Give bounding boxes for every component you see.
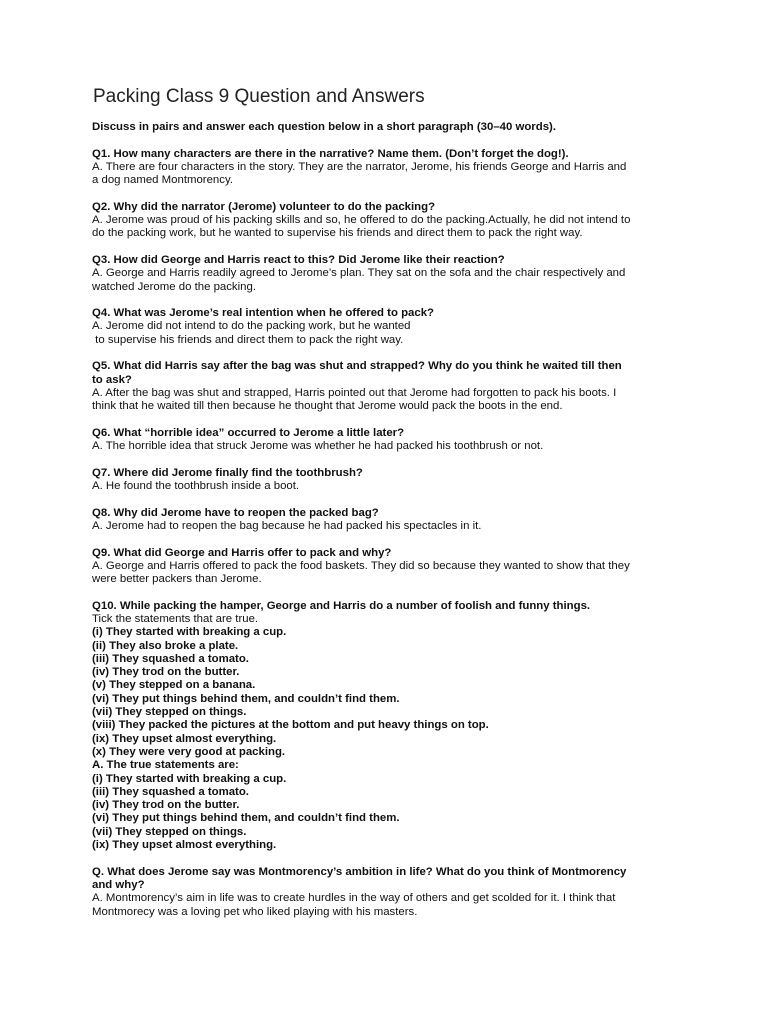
question-text [92,148,682,161]
statement-item: (ii) They also broke a plate. [92,639,239,652]
question-text: Q10. While packing the hamper, George and Harris do a number of foolish and funny things. [92,599,591,612]
question-line: Q5. What did Harris say after the bag was shut and strapped? Why do you think he waited till then [92,360,622,373]
q10-block [92,600,682,853]
intro-instruction: Discuss in pairs and answer each question below in a short paragraph (30–40 words). [92,121,556,133]
true-statement-item: (vi) They put things behind them, and couldn’t find them. [92,812,400,825]
answer-line: do the packing work, but he wanted to supervise his friends and direct them to pack the right way. [92,227,583,240]
answer-line: A. Montmorency’s aim in life was to create hurdles in the way of others and get scolded for it. I think that [92,892,616,905]
document-body [92,121,682,919]
qa-block-8 [92,507,682,534]
qa-block-6 [92,427,682,454]
answer-line: A. Jerome did not intend to do the packing work, but he wanted [92,320,411,333]
qa-block-9 [92,547,682,587]
question-text [92,360,682,387]
statement-item: (vi) They put things behind them, and couldn’t find them. [92,692,400,705]
statement-item: (i) They started with breaking a cup. [92,626,287,639]
question-text [92,201,682,214]
answer-text [92,520,682,533]
question-line: Q1. How many characters are there in the narrative? Name them. (Don’t forget the dog!). [92,147,569,160]
answer-text [92,267,682,294]
answer-line: think that he waited till then because he thought that Jerome would pack the boots in the end. [92,400,563,413]
answer-line: A. The horrible idea that struck Jerome was whether he had packed his toothbrush or not. [92,440,544,453]
statement-item: (ix) They upset almost everything. [92,732,277,745]
answer-text [92,560,682,587]
question-text [92,547,682,560]
question-line: to ask? [92,373,132,386]
answer-line: A. Jerome had to reopen the bag because he had packed his spectacles in it. [92,519,482,532]
question-line: Q9. What did George and Harris offer to pack and why? [92,546,392,559]
answer-line: a dog named Montmorency. [92,174,233,187]
answer-text [92,440,682,453]
statement-item: (iv) They trod on the butter. [92,666,240,679]
qa-block-7 [92,467,682,494]
qa-list [92,148,682,587]
answer-text [92,161,682,188]
qa-block-5 [92,360,682,413]
answer-line: A. George and Harris offered to pack the food baskets. They did so because they wanted to show that they [92,559,630,572]
qa-block-4 [92,307,682,347]
true-statement-item: (ix) They upset almost everything. [92,839,277,852]
question-line: and why? [92,878,145,891]
question-line: Q2. Why did the narrator (Jerome) volunteer to do the packing? [92,200,436,213]
statement-item: (x) They were very good at packing. [92,745,286,758]
true-statement-list [92,773,682,853]
statement-item: (viii) They packed the pictures at the bottom and put heavy things on top. [92,719,489,732]
qa-block-last [92,866,682,919]
true-statement-item: (iii) They squashed a tomato. [92,785,249,798]
question-text [92,427,682,440]
question-text [92,467,682,480]
answer-line: A. Jerome was proud of his packing skills and so, he offered to do the packing.Actually, he did not intend to [92,214,631,227]
answer-line: A. There are four characters in the story. They are the narrator, Jerome, his friends George and Harris and [92,160,627,173]
answer-line: A. After the bag was shut and strapped, Harris pointed out that Jerome had forgotten to pack his boots. I [92,386,617,399]
question-text [92,307,682,320]
question-line: Q3. How did George and Harris react to this? Did Jerome like their reaction? [92,253,505,266]
question-line: Q4. What was Jerome’s real intention when he offered to pack? [92,307,435,320]
question-line: Q. What does Jerome say was Montmorency’s ambition in life? What do you think of Montmorency [92,865,627,878]
answer-line: Montmorecy was a loving pet who liked playing with his masters. [92,905,418,918]
statement-list [92,626,682,759]
question-text [92,866,682,893]
question-line: Q8. Why did Jerome have to reopen the packed bag? [92,506,379,519]
answer-text [92,387,682,414]
answer-text [92,480,682,493]
answer-line: A. George and Harris readily agreed to Jerome’s plan. They sat on the sofa and the chair respectively and [92,267,626,280]
question-text [92,507,682,520]
true-statement-item: (vii) They stepped on things. [92,825,247,838]
true-statement-item: (i) They started with breaking a cup. [92,772,287,785]
question-line: Q6. What “horrible idea” occurred to Jerome a little later? [92,426,405,439]
statement-item: (vii) They stepped on things. [92,706,247,719]
answer-text [92,892,682,919]
answer-line: to supervise his friends and direct them to pack the right way. [92,333,404,346]
answer-text [92,320,682,347]
answer-line: A. He found the toothbrush inside a boot. [92,480,300,493]
answer-line: were better packers than Jerome. [92,573,262,586]
qa-block-3 [92,254,682,294]
answer-line: watched Jerome do the packing. [92,280,256,293]
qa-block-1 [92,148,682,188]
question-line: Q7. Where did Jerome finally find the toothbrush? [92,466,363,479]
page-title: Packing Class 9 Question and Answers [93,86,425,107]
statement-item: (iii) They squashed a tomato. [92,652,249,665]
instruction-text: Tick the statements that are true. [92,612,259,625]
true-statement-item: (iv) They trod on the butter. [92,799,240,812]
answer-heading: A. The true statements are: [92,759,239,772]
qa-block-2 [92,201,682,241]
answer-text [92,214,682,241]
statement-item: (v) They stepped on a banana. [92,679,256,692]
question-text [92,254,682,267]
